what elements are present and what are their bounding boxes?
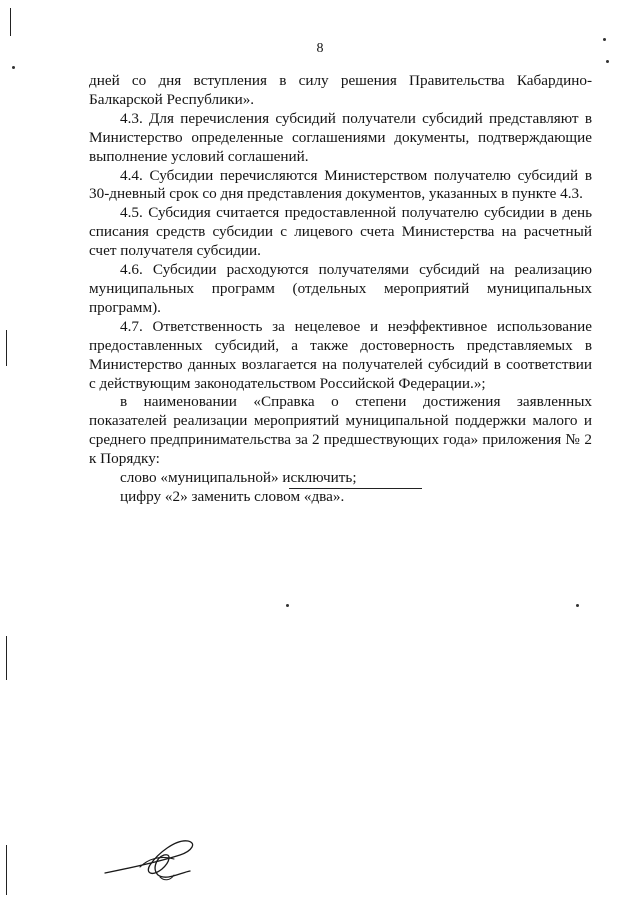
- paragraph-4-6: 4.6. Субсидии расходуются получателями субсидий на реализацию муниципальных программ (отдельных мероприятий муниципальных программ).: [89, 261, 592, 316]
- paragraph-title-amendment: в наименовании «Справка о степени достижения заявленных показателей реализации мероприятий муниципальной поддержки малого и среднего предпринимательства за 2 предшествующих года» приложения № 2 к Порядку:: [89, 393, 592, 468]
- closing-separator-line: [289, 488, 422, 489]
- scan-dot: [286, 604, 289, 607]
- paragraph-4-5: 4.5. Субсидия считается предоставленной получателю субсидии в день списания средств субсидии с лицевого счета Министерства на расчетный счет получателя субсидии.: [89, 204, 592, 260]
- document-body: [89, 72, 592, 507]
- scan-edge-mark: [6, 330, 7, 366]
- scan-dot: [576, 604, 579, 607]
- paragraph-continuation: дней со дня вступления в силу решения Правительства Кабардино-Балкарской Республики».: [89, 72, 592, 108]
- scan-dot: [606, 60, 609, 63]
- paragraph-4-4: 4.4. Субсидии перечисляются Министерством получателю субсидий в 30-дневный срок со дня представления документов, указанных в пункте 4.3.: [89, 166, 592, 203]
- paragraph-4-3: 4.3. Для перечисления субсидий получатели субсидий представляют в Министерство определенные соглашениями документы, подтверждающие выполнение условий соглашений.: [89, 109, 592, 165]
- handwritten-signature: [100, 815, 210, 890]
- scan-dot: [12, 66, 15, 69]
- scan-edge-mark: [6, 636, 7, 680]
- scan-edge-mark: [10, 8, 11, 36]
- amendment-item-2: цифру «2» заменить словом «два».: [120, 487, 345, 505]
- scan-dot: [603, 38, 606, 41]
- scan-edge-mark: [6, 845, 7, 895]
- amendment-item-1: слово «муниципальной» исключить;: [120, 469, 357, 487]
- page-number: 8: [316, 41, 324, 56]
- paragraph-4-7: 4.7. Ответственность за нецелевое и неэффективное использование предоставленных субсидий, а также достоверность представляемых в Министерство данных возлагается на получателей субсидий в соответствии с действующим законодательством Российской Федерации.»;: [89, 317, 592, 392]
